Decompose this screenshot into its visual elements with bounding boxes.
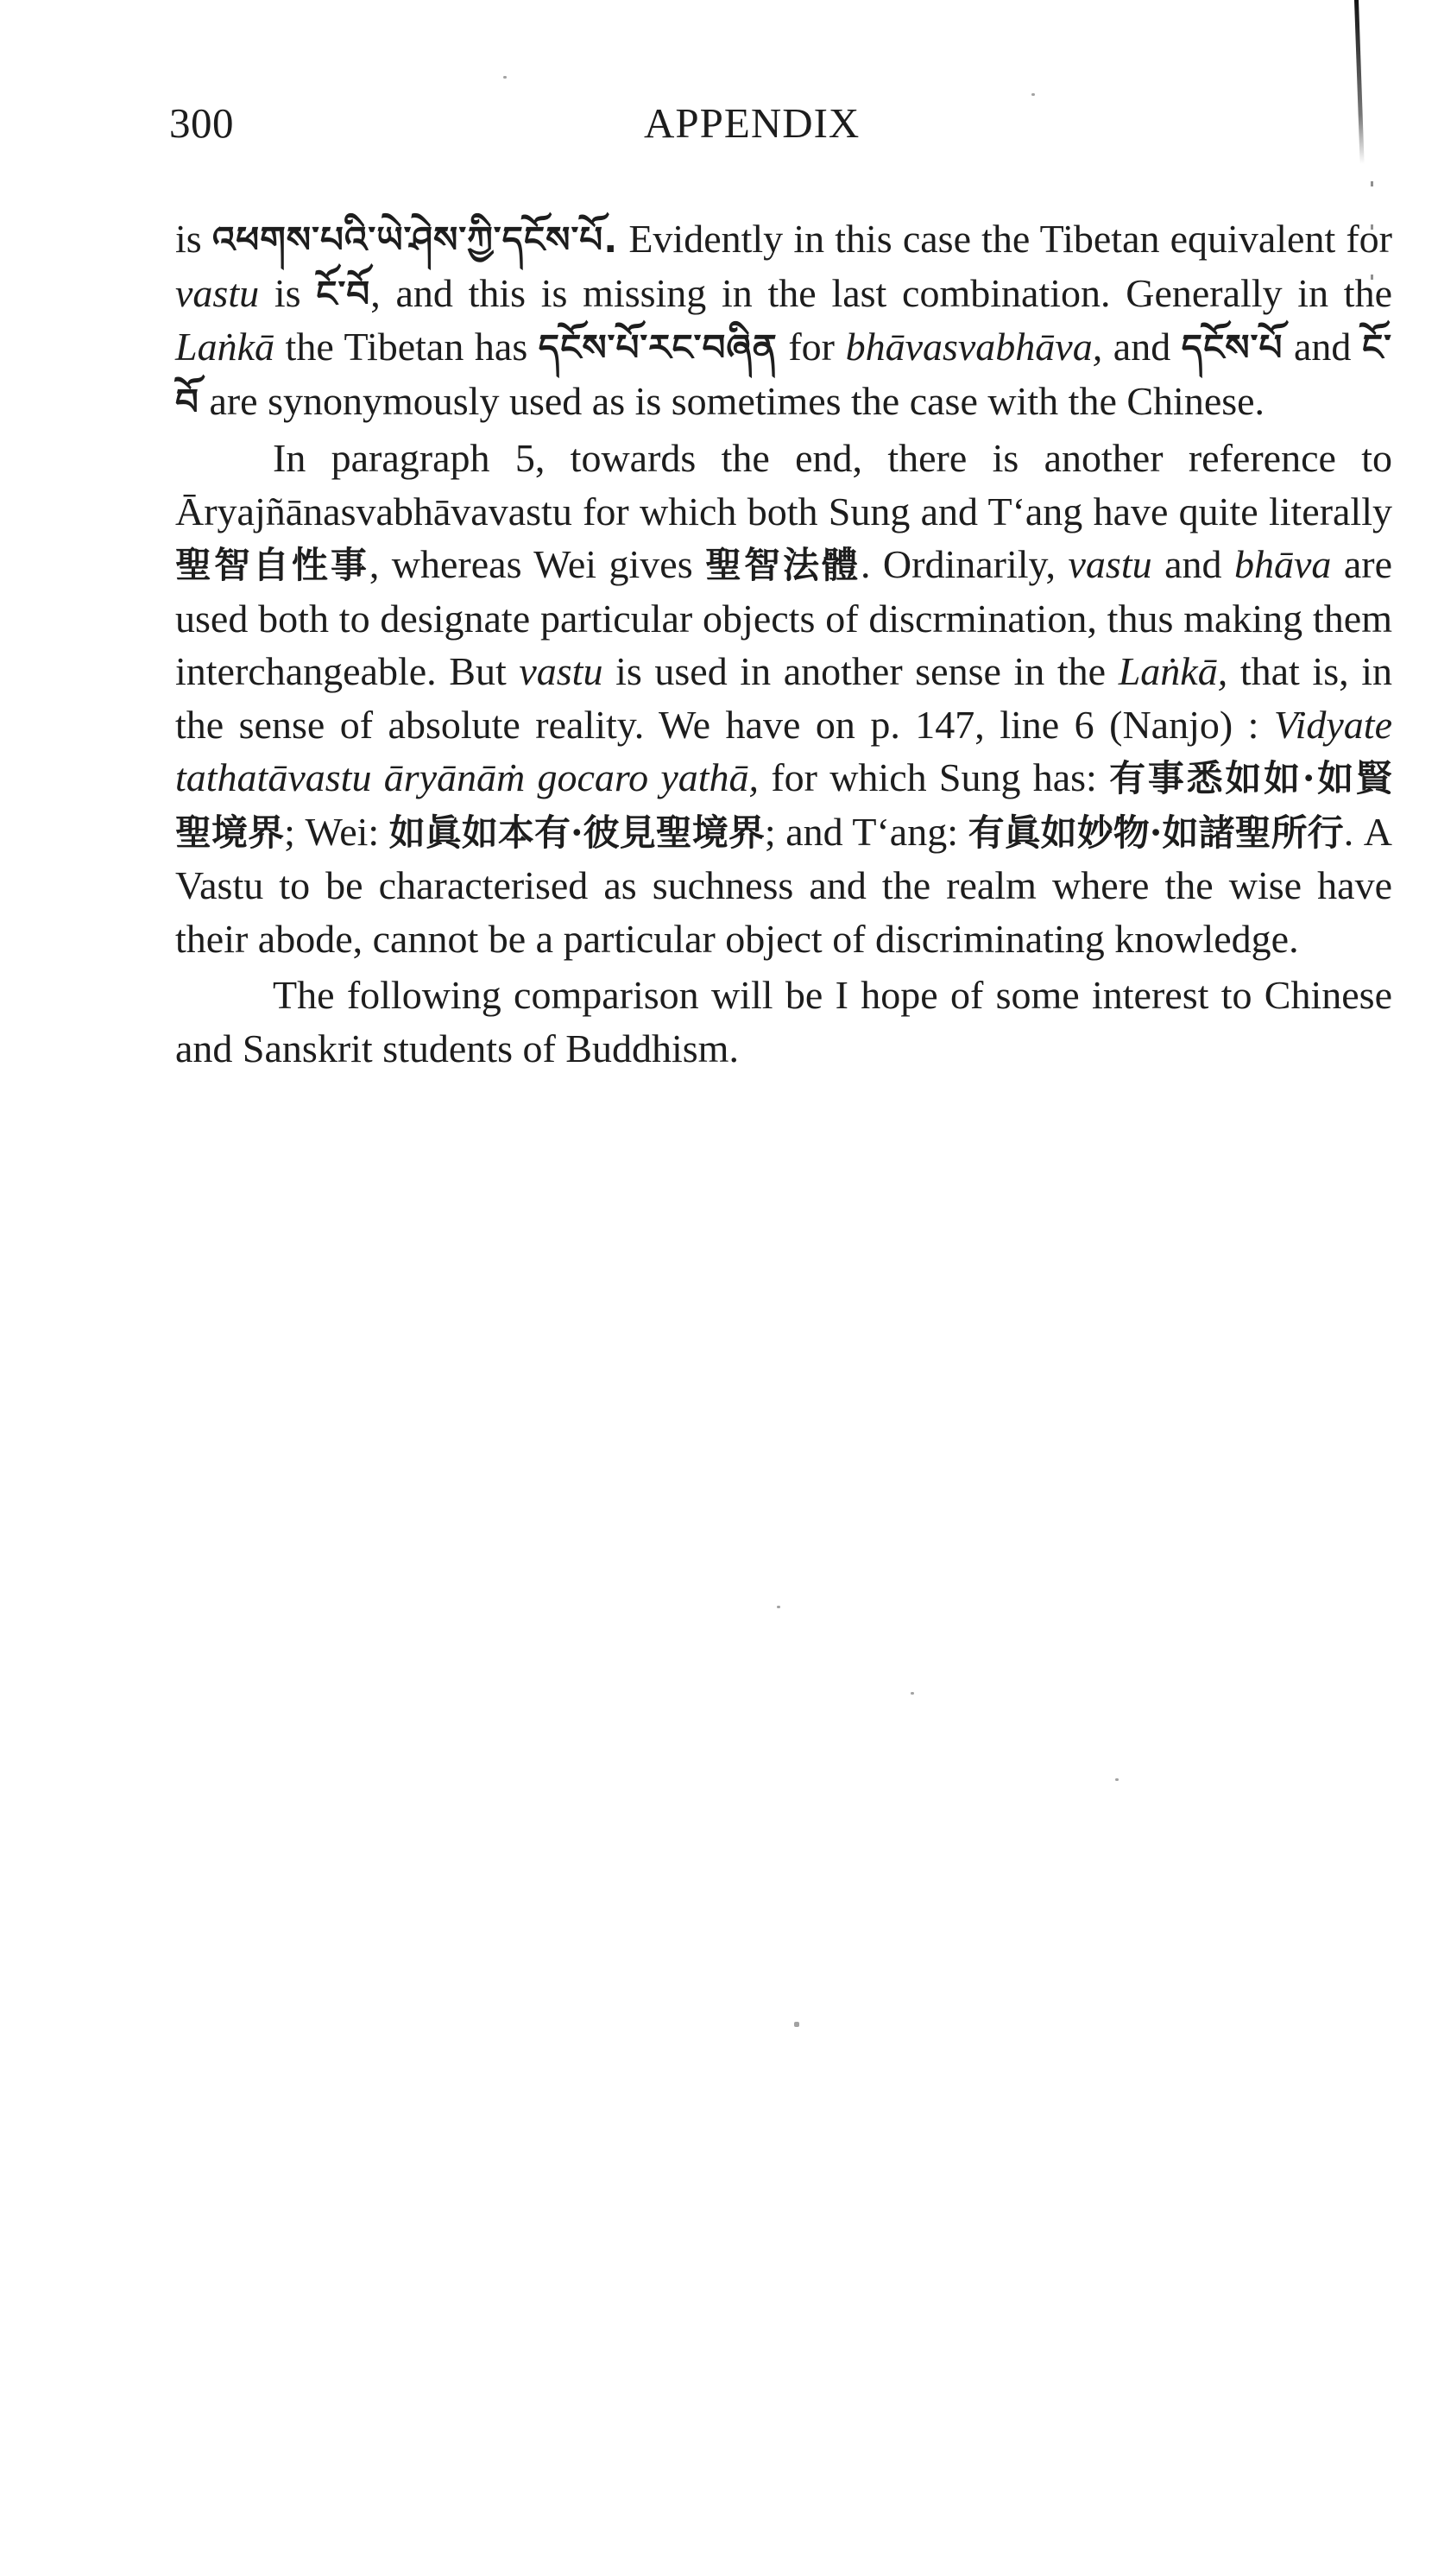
text-run: and <box>1283 325 1362 369</box>
chinese-quote-wei: 如眞如本有·彼見聖境界 <box>388 811 765 854</box>
text-run: is <box>175 217 202 261</box>
scan-speck <box>1115 1778 1119 1781</box>
text-run: are used both to designate particular objects of discrmination, thus making them interchangeable. But <box>175 542 1392 693</box>
tibetan-phrase: འཕགས་པའི་ཡེ་ཤེས་ཀྱི་དངོས་པོ. <box>211 218 619 261</box>
chinese-quote-tang: 有眞如妙物·如諸聖所行 <box>968 811 1344 854</box>
text-run: that is, in the sense of absolute reality. We have on p. 147, line 6 (Nanjo) : <box>175 649 1393 747</box>
page-header <box>169 93 1378 154</box>
term-bhava: bhāva <box>1233 542 1332 586</box>
paragraph-vastu-discussion <box>175 432 1392 965</box>
text-run: is <box>259 270 317 315</box>
tibetan-term: ངོ་བོ <box>175 326 1392 423</box>
term-vastu: vastu <box>1068 542 1152 586</box>
sanskrit-quote: Vidyate tathatāvastu āryānāṁ gocaro yathā, <box>175 702 1392 799</box>
scan-speck <box>911 1692 914 1695</box>
term-vastu: vastu <box>519 649 603 693</box>
scan-speck <box>777 1606 780 1608</box>
text-run: the Tibetan has <box>274 325 539 369</box>
text-run: for which Sung has: <box>759 755 1110 799</box>
scan-speck <box>794 2022 799 2027</box>
text-run: ; and T‘ang: <box>764 809 968 854</box>
page-number: 300 <box>169 99 234 147</box>
text-run: In paragraph 5, towards the end, there is another reference to Āryajñānasvabhāvavastu for which both Sung and T‘ang have quite literally <box>175 436 1392 534</box>
text-run: are synonymously used as is sometimes the case with the Chinese. <box>199 378 1265 423</box>
term-bhavasvabhava: bhāvasvabhāva, <box>845 325 1103 369</box>
tibetan-term: དངོས་པོ་རང་བཞིན <box>538 326 778 369</box>
paragraph-tibetan-equivalents <box>175 212 1392 428</box>
chinese-term: 聖智法體 <box>705 544 861 586</box>
text-run: ; Wei: <box>284 809 389 854</box>
scan-speck <box>503 76 507 79</box>
scan-speck <box>1371 181 1373 186</box>
text-run: , whereas Wei gives <box>369 542 706 586</box>
chinese-quote-sung: 有事悉如如·如賢聖境界 <box>175 757 1392 854</box>
tibetan-term: དངོས་པོ <box>1181 326 1283 369</box>
term-lanka: Laṅkā, <box>1118 649 1228 693</box>
text-run: The following comparison will be I hope of some interest to Chinese and Sanskrit students of Buddhism. <box>175 973 1392 1070</box>
text-run: and <box>1151 542 1234 586</box>
chinese-term: 聖智自性事 <box>175 544 369 586</box>
text-run: and <box>1102 325 1182 369</box>
term-vastu: vastu <box>175 270 260 315</box>
tibetan-term: ངོ་བོ <box>316 272 371 315</box>
text-run: , and this is missing in the last combination. Generally in the <box>370 270 1392 315</box>
text-run: is used in another sense in the <box>602 649 1119 693</box>
text-run: . Ordinarily, <box>860 542 1069 586</box>
paragraph-comparison-intro <box>175 969 1392 1075</box>
term-lanka: Laṅkā <box>175 325 274 369</box>
text-run: . A Vastu to be characterised as suchness and the realm where the wise have their abode, cannot be a particular object of discriminating knowledge. <box>175 809 1393 961</box>
text-run: Evidently in this case the Tibetan equivalent for <box>618 217 1392 261</box>
running-head: APPENDIX <box>644 99 861 147</box>
text-run: for <box>777 325 846 369</box>
body-text <box>175 212 1392 1078</box>
